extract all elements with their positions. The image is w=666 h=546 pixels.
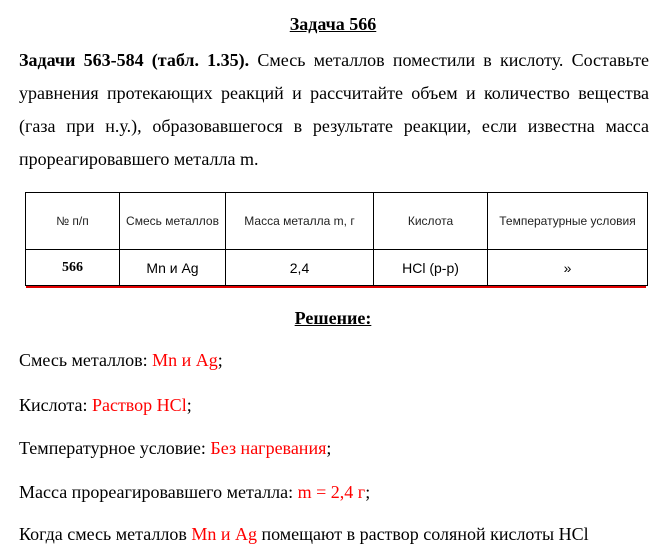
table-header-row (26, 193, 648, 250)
mass-value: m = 2,4 г (297, 482, 366, 502)
mass-label: Масса прореагировавшего металла: (19, 482, 298, 502)
explanation-line (19, 522, 589, 546)
temperature-end: ; (326, 438, 332, 458)
acid-end: ; (186, 395, 192, 415)
metal-mix-label: Смесь металлов: (19, 350, 153, 370)
data-table-container (25, 192, 647, 288)
data-table (25, 192, 648, 286)
solution-heading: Решение: (294, 308, 372, 328)
page-title: Задача 566 (289, 14, 377, 34)
acid-line (19, 393, 192, 417)
metal-mix-end: ; (217, 350, 223, 370)
col-header-acid: Кислота (374, 193, 488, 250)
cell-number: 566 (26, 250, 120, 286)
acid-value: Раствор HCl (91, 395, 187, 415)
table-underline (26, 286, 646, 288)
mass-end: ; (365, 482, 371, 502)
metal-mix-value: Mn и Ag (152, 350, 218, 370)
col-header-number: № п/п (26, 193, 120, 250)
cell-metal-mix: Mn и Ag (120, 250, 226, 286)
mass-line (19, 480, 370, 504)
explanation-part1: Когда смесь металлов (19, 524, 192, 544)
table-row (26, 250, 648, 286)
explanation-part2: помещают в раствор соляной кислоты HCl (256, 524, 589, 544)
col-header-temperature: Температурные условия (488, 193, 648, 250)
temperature-label: Температурное условие: (19, 438, 211, 458)
problem-statement (19, 44, 649, 176)
cell-temperature: » (488, 250, 648, 286)
problem-lead: Задачи 563-584 (табл. 1.35). (19, 50, 250, 70)
problem-text: Смесь металлов поместили в кислоту. Составьте уравнения протекающих реакций и рассчитайте объем и количество вещества (газа при н.у.), образовавшегося в результате реакции, если известна масса прореагировавшего металла m. (19, 50, 649, 169)
explanation-value: Mn и Ag (191, 524, 257, 544)
cell-mass: 2,4 (226, 250, 374, 286)
col-header-metal-mix: Смесь металлов (120, 193, 226, 250)
col-header-mass: Масса металла m, г (226, 193, 374, 250)
temperature-value: Без нагревания (210, 438, 327, 458)
acid-label: Кислота: (19, 395, 92, 415)
metal-mix-line (19, 348, 223, 372)
temperature-line (19, 436, 331, 460)
cell-acid: HCl (р-р) (374, 250, 488, 286)
